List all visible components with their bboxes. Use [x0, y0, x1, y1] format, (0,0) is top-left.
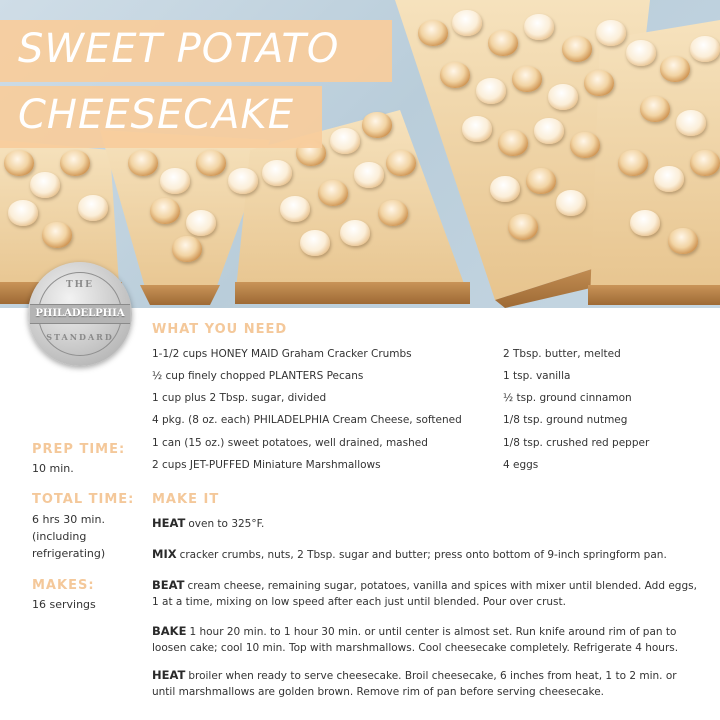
total-time-label: TOTAL TIME:: [32, 492, 135, 507]
seal-bottom-word: STANDARD: [46, 332, 114, 342]
step-verb: MIX: [152, 547, 177, 561]
step-text: oven to 325°F.: [188, 518, 265, 530]
ingredient-item: 1 cup plus 2 Tbsp. sugar, divided: [152, 392, 327, 404]
step-text: 1 hour 20 min. to 1 hour 30 min. or until center is almost set. Run knife around rim of pan to loosen cake; cool 10 min. Top with marshmallows. Cool cheesecake completely. Refrigerate 4 hours.: [152, 626, 679, 654]
ingredient-item: 1-1/2 cups HONEY MAID Graham Cracker Crumbs: [152, 348, 412, 360]
philadelphia-seal-logo: [28, 262, 132, 366]
step-verb: HEAT: [152, 668, 186, 682]
makes-value: 16 servings: [32, 598, 96, 611]
ingredient-item: 1/8 tsp. ground nutmeg: [503, 414, 628, 426]
step-verb: HEAT: [152, 516, 186, 530]
direction-step: [152, 624, 700, 656]
ingredient-item: 2 cups JET-PUFFED Miniature Marshmallows: [152, 459, 381, 471]
ingredient-item: ½ tsp. ground cinnamon: [503, 392, 632, 404]
step-text: cracker crumbs, nuts, 2 Tbsp. sugar and butter; press onto bottom of 9-inch springform pan.: [179, 549, 667, 561]
ingredient-item: 1/8 tsp. crushed red pepper: [503, 437, 650, 449]
ingredient-item: ½ cup finely chopped PLANTERS Pecans: [152, 370, 364, 382]
direction-step: [152, 516, 700, 533]
ingredient-item: 4 pkg. (8 oz. each) PHILADELPHIA Cream Cheese, softened: [152, 414, 462, 426]
recipe-title-line2: CHEESECAKE: [18, 92, 295, 138]
prep-time-value: 10 min.: [32, 462, 74, 475]
directions-heading: MAKE IT: [152, 492, 220, 507]
step-verb: BEAT: [152, 578, 185, 592]
seal-brand: PHILADELPHIA: [30, 304, 130, 324]
seal-top-word: THE: [65, 280, 95, 290]
prep-time-label: PREP TIME:: [32, 442, 126, 457]
step-verb: BAKE: [152, 624, 187, 638]
direction-step: [152, 547, 700, 564]
direction-step: [152, 578, 700, 610]
ingredient-item: 2 Tbsp. butter, melted: [503, 348, 621, 360]
total-time-value: 6 hrs 30 min. (including refrigerating): [32, 513, 106, 560]
direction-step: [152, 668, 700, 700]
ingredient-item: 1 tsp. vanilla: [503, 370, 571, 382]
recipe-title-line1: SWEET POTATO: [18, 26, 340, 72]
ingredient-item: 1 can (15 oz.) sweet potatoes, well drained, mashed: [152, 437, 428, 449]
ingredient-item: 4 eggs: [503, 459, 539, 471]
step-text: cream cheese, remaining sugar, potatoes, vanilla and spices with mixer until blended. Add eggs, 1 at a time, mixing on low speed after each just until blended. Pour over crust.: [152, 580, 697, 608]
makes-label: MAKES:: [32, 578, 95, 593]
step-text: broiler when ready to serve cheesecake. Broil cheesecake, 6 inches from heat, 1 to 2 min. or until marshmallows are golden brown. Remove rim of pan before serving cheesecake.: [152, 670, 677, 698]
ingredients-heading: WHAT YOU NEED: [152, 322, 288, 337]
